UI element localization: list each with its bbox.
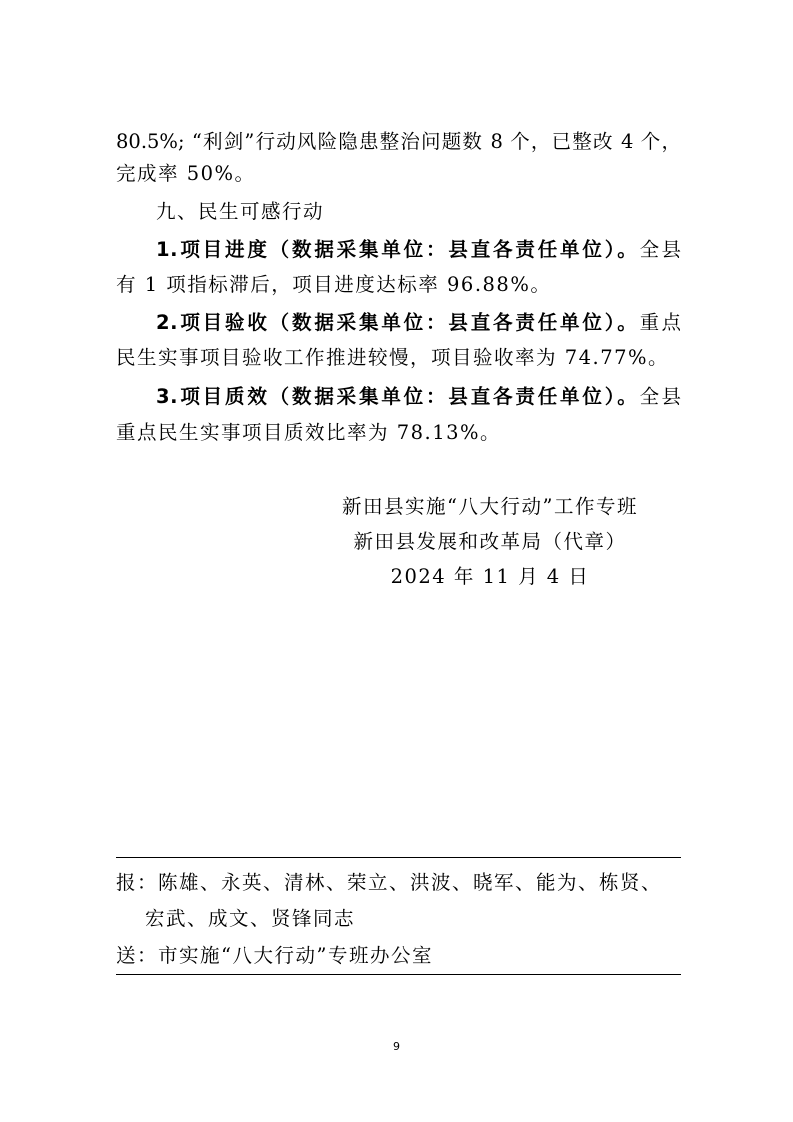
page-number: 9 (393, 1040, 400, 1053)
item-3-line: 重点民生实事项目质效比率为 78.13%。 (116, 421, 502, 444)
send-to-line: 送：市实施“八大行动”专班办公室 (116, 944, 433, 967)
report-to-line: 宏武、成文、贤锋同志 (145, 907, 356, 930)
item-2-text: 重点 (639, 311, 681, 334)
divider (116, 974, 681, 975)
signature-date: 2024 年 11 月 4 日 (390, 565, 590, 588)
paragraph-line: 80.5%; “利剑”行动风险隐患整治问题数 8 个，已整改 4 个， (116, 130, 681, 153)
report-to-line: 报：陈雄、永英、清林、荣立、洪波、晓军、能为、栋贤、 (116, 871, 663, 894)
item-2-title: 2.项目验收（数据采集单位：县直各责任单位）。 (156, 311, 640, 334)
item-3-title: 3.项目质效（数据采集单位：县直各责任单位）。 (156, 385, 640, 408)
item-1-title: 1.项目进度（数据采集单位：县直各责任单位）。 (156, 238, 640, 261)
divider (116, 857, 681, 858)
signature-org: 新田县实施“八大行动”工作专班 (342, 495, 638, 518)
section-heading: 九、民生可感行动 (156, 200, 325, 223)
item-3-text: 全县 (639, 385, 681, 408)
signature-org-seal: 新田县发展和改革局（代章） (353, 530, 627, 553)
item-1-line: 有 1 项指标滞后，项目进度达标率 96.88%。 (116, 273, 552, 296)
item-1-text: 全县 (639, 238, 681, 261)
paragraph-line: 完成率 50%。 (116, 162, 256, 185)
item-3-line (156, 382, 681, 412)
item-1-line (156, 235, 681, 265)
item-2-line (156, 308, 681, 338)
item-2-line: 民生实事项目验收工作推进较慢，项目验收率为 74.77%。 (116, 346, 670, 369)
